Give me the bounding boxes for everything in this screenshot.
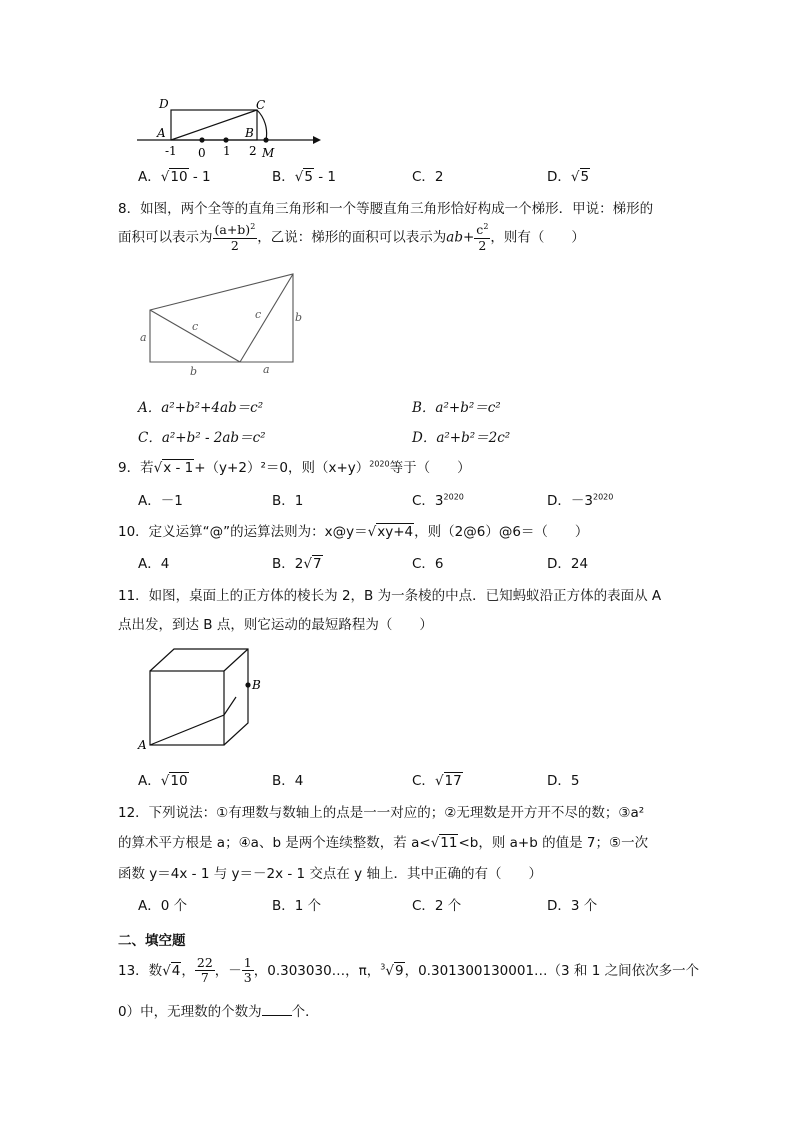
option-label: B．2 xyxy=(272,556,304,572)
label-d: D xyxy=(159,97,169,111)
radicand: 10 xyxy=(170,169,188,185)
answer-blank[interactable] xyxy=(262,1015,292,1016)
numerator: $c^2$ xyxy=(476,222,489,238)
text: ，－ xyxy=(214,962,242,979)
q9-option-a: A．－1 xyxy=(138,493,183,509)
sqrt-symbol: √ xyxy=(294,169,304,185)
sqrt-symbol: √ xyxy=(434,773,444,789)
q7-number-line-figure xyxy=(135,92,325,164)
label-a: A xyxy=(138,738,147,752)
exponent: 2020 xyxy=(369,459,390,469)
label-a: A xyxy=(157,126,166,140)
q7-option-b xyxy=(272,165,336,185)
label-c-right: c xyxy=(255,308,262,321)
base: C．3 xyxy=(412,493,444,509)
q10-option-c: C．6 xyxy=(412,556,444,572)
exponent: 2020 xyxy=(592,492,614,502)
q10-option-a: A．4 xyxy=(138,556,170,572)
fraction-c-squared xyxy=(474,222,490,253)
label-c-left: c xyxy=(192,320,199,333)
q10-stem xyxy=(118,520,588,540)
axis-arrow xyxy=(313,136,321,144)
text: ，0.303030…，π， xyxy=(253,962,381,979)
q8-option-c: C．a²+b² - 2ab＝c² xyxy=(138,430,266,446)
label-b-bottom: b xyxy=(190,365,198,378)
q11-option-a xyxy=(138,769,189,789)
q12-option-a: A．0 个 xyxy=(138,898,188,914)
tick-2: 2 xyxy=(249,144,257,158)
q8-trapezoid-figure xyxy=(135,268,310,380)
label-b: B xyxy=(245,126,254,140)
label-a-bottom: a xyxy=(263,363,270,376)
radicand: 5 xyxy=(580,169,590,185)
sqrt-symbol: √ xyxy=(430,835,440,851)
sqrt-symbol: √ xyxy=(160,773,170,789)
text: 9．若 xyxy=(118,460,154,476)
radicand: 7 xyxy=(312,556,322,572)
fraction-a-plus-b xyxy=(213,222,258,253)
radicand: xy+4 xyxy=(377,524,414,540)
q12-stem-line1: 12．下列说法：①有理数与数轴上的点是一一对应的；②无理数是开方开不尽的数；③a² xyxy=(118,805,645,821)
numerator: 1 xyxy=(243,955,252,970)
option-label: A． xyxy=(138,773,161,789)
option-label: D． xyxy=(547,169,571,185)
radicand: 5 xyxy=(304,169,313,185)
label-b-right: b xyxy=(295,311,303,324)
sqrt-symbol: √ xyxy=(570,169,580,185)
numerator: 22 xyxy=(196,955,213,970)
text: 等于（ ） xyxy=(389,460,471,476)
section-heading-fill-in: 二、填空题 xyxy=(118,933,186,949)
tick-1: 1 xyxy=(223,144,231,158)
cube-back-edges xyxy=(150,649,248,745)
numerator-text: (a+b) xyxy=(214,222,251,238)
sqrt-symbol: √ xyxy=(303,556,312,572)
q11-cube-figure xyxy=(134,645,274,757)
text: 10．定义运算“@”的运算法则为：x@y＝ xyxy=(118,524,368,540)
option-label: A． xyxy=(138,169,161,185)
text: <b，则 a+b 的值是 7；⑤一次 xyxy=(458,835,649,851)
fraction-1-3 xyxy=(242,956,254,986)
shortest-path xyxy=(150,697,236,745)
option-label: C． xyxy=(412,773,435,789)
denominator: 7 xyxy=(200,970,209,986)
tick-neg1: -1 xyxy=(165,144,177,158)
q9-option-d xyxy=(547,489,613,509)
q7-option-d xyxy=(547,165,590,185)
text: ，乙说：梯形的面积可以表示为 xyxy=(257,229,447,246)
q9-option-b: B．1 xyxy=(272,493,304,509)
sqrt-symbol: √ xyxy=(153,460,163,476)
q10-option-b xyxy=(272,552,323,572)
q11-option-c xyxy=(412,769,463,789)
label-b: B xyxy=(252,678,261,692)
q7-option-a xyxy=(138,165,211,185)
numerator-text: c xyxy=(476,222,484,238)
radicand: x - 1 xyxy=(163,460,194,476)
point-one xyxy=(223,137,228,142)
tick-0: 0 xyxy=(198,146,206,160)
q9-stem xyxy=(118,456,471,476)
text: ，则有（ ） xyxy=(490,229,585,246)
text: ，0.301300130001…（3 和 1 之间依次多一个 xyxy=(404,962,700,979)
fraction-22-7 xyxy=(195,956,215,986)
q8-option-d: D．a²+b²＝2c² xyxy=(412,430,511,446)
q11-option-d: D．5 xyxy=(547,773,580,789)
q11-stem-line2: 点出发，到达 B 点，则它运动的最短路程为（ ） xyxy=(118,617,433,633)
arc-cm xyxy=(257,110,267,140)
label-c: C xyxy=(256,98,266,112)
segment-c-left xyxy=(150,310,240,362)
root-index: 3 xyxy=(380,962,386,972)
q12-stem-line3: 函数 y＝4x - 1 与 y＝－2x - 1 交点在 y 轴上．其中正确的有（ ） xyxy=(118,866,542,882)
radicand: 17 xyxy=(444,773,462,789)
radicand: 11 xyxy=(440,835,458,851)
sqrt-symbol: √ xyxy=(162,962,171,979)
q8-stem-line1: 8．如图，两个全等的直角三角形和一个等腰直角三角形恰好构成一个梯形．甲说：梯形的 xyxy=(118,201,654,217)
text: ，则（2@6）@6＝（ ） xyxy=(414,524,589,540)
radicand: 10 xyxy=(170,773,188,789)
exponent: 2020 xyxy=(443,492,464,502)
label-m: M xyxy=(262,146,275,160)
base: D．－3 xyxy=(547,493,593,509)
cube-front-face xyxy=(150,671,224,745)
denominator: 2 xyxy=(230,237,239,253)
point-m xyxy=(263,137,268,142)
q12-stem-line2 xyxy=(118,831,648,851)
q8-option-a: A．a²+b²+4ab＝c² xyxy=(138,400,264,416)
denominator: 2 xyxy=(478,237,487,253)
option-label: B． xyxy=(272,169,295,185)
q10-option-d: D．24 xyxy=(547,556,589,572)
q9-option-c xyxy=(412,489,464,509)
radicand: 4 xyxy=(171,962,181,979)
cube-top-right-edge xyxy=(224,649,248,671)
q13-stem-line2 xyxy=(118,1000,319,1020)
denominator: 3 xyxy=(243,970,252,986)
math-ab: ab+ xyxy=(446,229,475,246)
q12-option-c: C．2 个 xyxy=(412,898,462,914)
cube-root-symbol: √ xyxy=(385,962,394,979)
text: 0）中，无理数的个数为 xyxy=(118,1004,262,1020)
q11-option-b: B．4 xyxy=(272,773,304,789)
trapezoid xyxy=(150,274,293,362)
text: 的算术平方根是 a；④a、b 是两个连续整数，若 a< xyxy=(118,835,431,851)
label-a-left: a xyxy=(140,331,147,344)
q11-stem-line1: 11．如图，桌面上的正方体的棱长为 2，B 为一条棱的中点．已知蚂蚁沿正方体的表面从 A xyxy=(118,588,662,604)
q12-option-b: B．1 个 xyxy=(272,898,322,914)
comma: ， xyxy=(181,962,195,979)
option-tail: - 1 xyxy=(318,169,337,185)
text: 个． xyxy=(291,1004,319,1020)
numerator: $(a+b)^2$ xyxy=(214,222,256,238)
q7-option-c: C．2 xyxy=(412,169,444,185)
radicand: 9 xyxy=(395,962,404,979)
point-zero xyxy=(199,137,204,142)
q8-option-b: B．a²+b²＝c² xyxy=(412,400,501,416)
q12-option-d: D．3 个 xyxy=(547,898,598,914)
sqrt-symbol: √ xyxy=(367,524,377,540)
text: 面积可以表示为 xyxy=(118,229,213,246)
segment-c-right xyxy=(240,274,293,362)
q8-stem-line2 xyxy=(118,222,585,253)
text: +（y+2）²＝0，则（x+y） xyxy=(194,460,370,476)
q13-stem-line1 xyxy=(118,956,699,986)
text: 13．数 xyxy=(118,962,163,979)
sqrt-symbol: √ xyxy=(160,169,170,185)
option-tail: - 1 xyxy=(192,169,211,185)
point-b xyxy=(245,682,250,687)
